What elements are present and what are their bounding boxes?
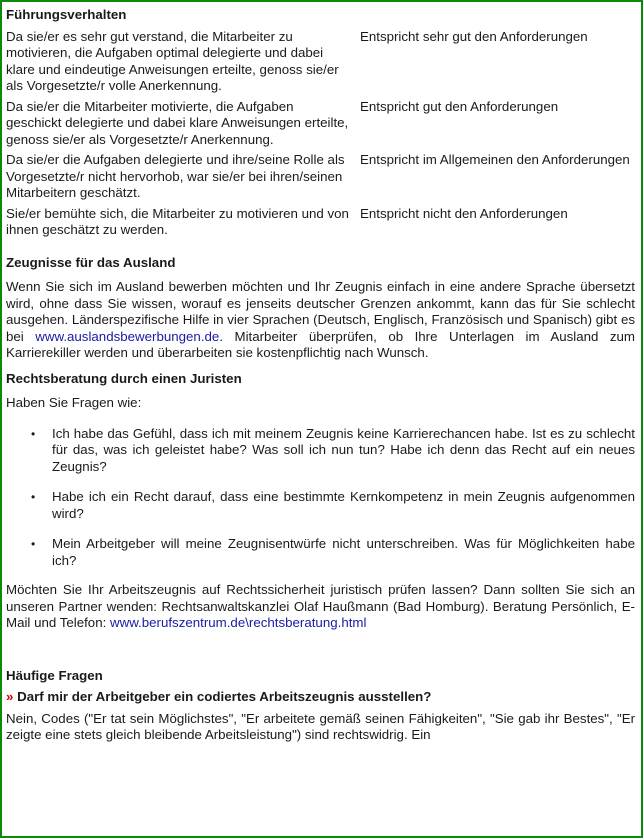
table-row	[6, 29, 635, 99]
section-title-ausland: Zeugnisse für das Ausland	[6, 254, 176, 270]
row-grade: Entspricht im Allgemeinen den Anforderungen	[360, 152, 630, 167]
table-row	[6, 206, 635, 243]
bullet-icon: •	[31, 537, 36, 551]
section-title-haeufige-fragen: Häufige Fragen	[6, 667, 103, 683]
faq-question[interactable]	[6, 689, 635, 706]
list-item-text: Habe ich ein Recht darauf, dass eine bestimmte Kernkompetenz in mein Zeugnis aufgenommen wird?	[52, 489, 635, 521]
row-grade: Entspricht gut den Anforderungen	[360, 98, 559, 114]
question-list	[6, 426, 635, 570]
rechtsberatung-intro: Haben Sie Fragen wie:	[6, 395, 142, 410]
table-row	[6, 152, 635, 206]
list-item-text: Mein Arbeitgeber will meine Zeugnisentwürfe nicht unterschreiben. Was für Möglichkeiten habe ich?	[52, 536, 635, 568]
list-item	[6, 426, 635, 476]
ausland-text-before: Wenn Sie sich im Ausland bewerben möchten und Ihr Zeugnis einfach in eine andere Sprache übersetzt wird, ohne dass Sie wissen, worauf es jenseits deutscher Grenzen ankommt, kann das für Sie schlecht ausgehen. Länderspezifische Hilfe in vier Sprachen (Deutsch, Englisch, Französisch und Spanisch) gibt es bei	[6, 279, 635, 344]
section-title-fuehrungsverhalten: Führungsverhalten	[6, 7, 127, 22]
list-item	[6, 489, 635, 522]
grades-table	[6, 29, 635, 243]
table-row	[6, 99, 635, 153]
ausland-paragraph	[6, 279, 635, 362]
ausland-text-after: . Mitarbeiter überprüfen, ob Ihre Unterlagen im Ausland zum Karrierekiller werden und überarbeiten sie kostenpflichtig nach Wunsch.	[6, 328, 635, 360]
bullet-icon: •	[31, 490, 36, 504]
rechtsberatung-paragraph	[6, 582, 635, 632]
section-title-rechtsberatung: Rechtsberatung durch einen Juristen	[6, 370, 242, 386]
list-item-text: Ich habe das Gefühl, dass ich mit meinem Zeugnis keine Karrierechancen habe. Ist es zu schlecht für das, was ich geleistet habe? Was soll ich nun tun? Habe ich denn das Recht auf ein neues Zeugnis?	[52, 425, 635, 474]
row-grade: Entspricht sehr gut den Anforderungen	[360, 28, 588, 44]
row-description: Da sie/er die Aufgaben delegierte und ihre/seine Rolle als Vorgesetzte/r nicht hervorhob, war sie/er bei ihren/seinen Mitarbeitern geschätzt.	[6, 152, 345, 200]
chevron-right-icon: »	[6, 689, 14, 704]
faq-answer: Nein, Codes ("Er tat sein Möglichstes", "Er arbeitete gemäß seinen Fähigkeiten", "Sie gab ihr Bestes", "Er zeigte eine stets gleich bleibende Arbeitsleistung") sind rechtswidrig. Ein	[6, 710, 635, 742]
rechtsberatung-text: Möchten Sie Ihr Arbeitszeugnis auf Rechtssicherheit juristisch prüfen lassen? Dann sollten Sie sich an unseren Partner wenden: Rechtsanwaltskanzlei Olaf Haußmann (Bad Homburg). Beratung Persönlich, E-Mail und Telefon:	[6, 582, 635, 630]
bullet-icon: •	[31, 426, 36, 441]
row-description: Sie/er bemühte sich, die Mitarbeiter zu motivieren und von ihnen geschätzt zu werden.	[6, 205, 349, 237]
list-item	[6, 536, 635, 569]
row-description: Da sie/er es sehr gut verstand, die Mitarbeiter zu motivieren, die Aufgaben optimal delegierte und dabei klare und eindeutige Anweisungen erteilte, genoss sie/er als Vorgesetzte/r volle Anerkennung.	[6, 28, 339, 93]
rechtsberatung-link[interactable]: www.berufszentrum.de\rechtsberatung.html	[109, 615, 367, 630]
faq-question-text: Darf mir der Arbeitgeber ein codiertes Arbeitszeugnis ausstellen?	[17, 689, 432, 704]
auslandsbewerbungen-link[interactable]: www.auslandsbewerbungen.de	[35, 328, 220, 344]
row-grade: Entspricht nicht den Anforderungen	[360, 205, 568, 221]
row-description: Da sie/er die Mitarbeiter motivierte, die Aufgaben geschickt delegierte und dabei klare Anweisungen erteilte, genoss sie/er als Vorgesetzte/r Anerkennung.	[6, 98, 349, 147]
